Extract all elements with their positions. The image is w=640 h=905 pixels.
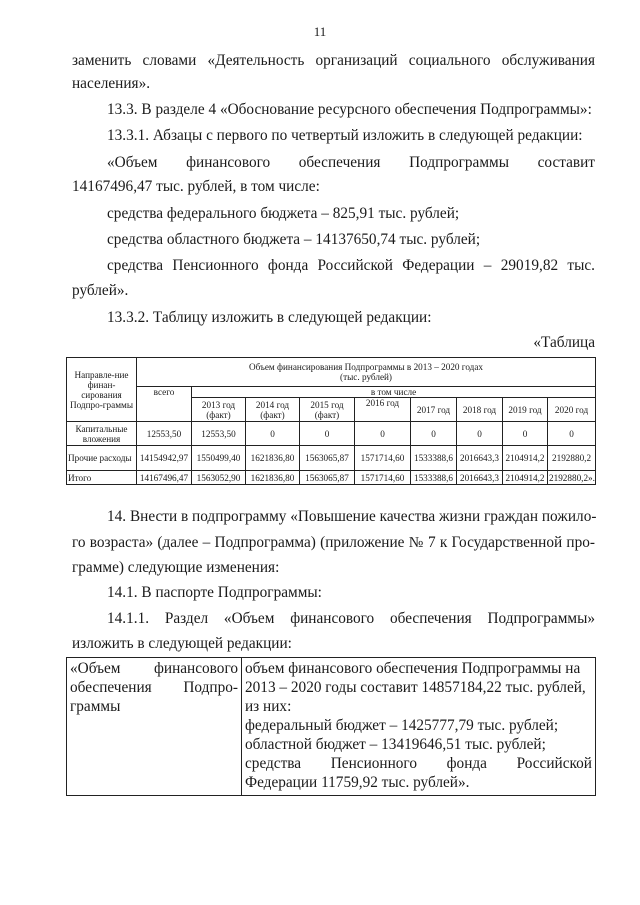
table-cell: 1571714,60 — [355, 446, 411, 471]
paragraph-line: населения». — [72, 75, 151, 92]
funding-table — [66, 357, 596, 485]
table-cell: 1563052,90 — [192, 471, 246, 485]
table-cell: 1563065,87 — [300, 446, 355, 471]
row-label: Капитальные вложения — [67, 422, 137, 446]
table-cell: 0 — [457, 422, 503, 446]
table-cell: 2192880,2». — [549, 472, 595, 483]
paragraph-line: 14.1. В паспорте Подпрограммы: — [107, 584, 322, 601]
table-cell: 0 — [355, 422, 411, 446]
paragraph-line: грамме) следующие изменения: — [72, 559, 280, 576]
paragraph-line: 14. Внести в подпрограмму «Повышение качества жизни граждан пожило- — [107, 508, 597, 525]
table-cell: 1621836,80 — [246, 446, 300, 471]
paragraph-line: средства Пенсионного фонда Российской Федерации – 29019,82 тыс. — [107, 257, 595, 274]
table-cell: 1533388,6 — [411, 446, 457, 471]
table-corner-header: Направле-ние финан-сирования Подпро-граммы — [67, 358, 137, 422]
table-cell: 0 — [300, 422, 355, 446]
table-cell: 12553,50 — [137, 422, 192, 446]
passport-section-value: объем финансового обеспечения Подпрограммы на 2013 – 2020 годы составит 14857184,22 тыс. рублей, из них: федеральный бюджет – 1425777,79 тыс. рублей; областной бюджет – 13419646,51 тыс. рублей; средства Пенсионного фонда Российской Федерации 11759,92 тыс. рублей». — [242, 658, 596, 796]
paragraph-line: 14167496,47 тыс. рублей, в том числе: — [72, 178, 320, 195]
paragraph-line: 14.1.1. Раздел «Объем финансового обеспечения Подпрограммы» — [107, 610, 595, 627]
table-header-year: 2020 год — [548, 398, 596, 422]
table-cell: 1550499,40 — [192, 446, 246, 471]
paragraph-line: средства областного бюджета – 14137650,74 тыс. рублей; — [107, 231, 481, 248]
table-header-year: 2013 год (факт) — [192, 398, 246, 422]
passport-section-label: «Объем финансового обеспечения Подпро- граммы — [67, 658, 242, 796]
paragraph-line: го возраста» (далее – Подпрограмма) (приложение № 7 к Государственной про- — [72, 534, 595, 551]
table-cell: 14167496,47 — [137, 471, 192, 485]
table-cell: 2104914,2 — [503, 471, 548, 485]
table-row — [67, 471, 596, 485]
table-header-year: 2016 год — [355, 398, 411, 422]
table-cell: 1533388,6 — [411, 471, 457, 485]
table-cell: 2016643,3 — [457, 446, 503, 471]
passport-table — [66, 657, 596, 796]
table-caption: «Таблица — [533, 334, 595, 351]
table-cell: 12553,50 — [192, 422, 246, 446]
row-label: Итого — [67, 471, 137, 485]
table-title: Объем финансирования Подпрограммы в 2013 – 2020 годах (тыс. рублей) — [137, 358, 596, 387]
table-cell: 2104914,2 — [503, 446, 548, 471]
page-number: 11 — [313, 24, 327, 39]
table-header-in-that: в том числе — [192, 387, 596, 398]
table-header-year: 2017 год — [411, 398, 457, 422]
table-cell: 2016643,3 — [457, 471, 503, 485]
table-cell: 1571714,60 — [355, 471, 411, 485]
paragraph-line: 13.3.1. Абзацы с первого по четвертый изложить в следующей редакции: — [107, 127, 583, 144]
paragraph-line: 13.3. В разделе 4 «Обоснование ресурсного обеспечения Подпрограммы»: — [107, 101, 592, 118]
table-cell: 0 — [548, 422, 596, 446]
table-row — [67, 422, 596, 446]
table-cell: 14154942,97 — [137, 446, 192, 471]
table-header-year: 2018 год — [457, 398, 503, 422]
table-cell: 0 — [503, 422, 548, 446]
table-cell: 0 — [411, 422, 457, 446]
table-row — [67, 446, 596, 471]
table-cell: 0 — [246, 422, 300, 446]
paragraph-line: рублей». — [72, 282, 129, 299]
paragraph-line: изложить в следующей редакции: — [72, 635, 292, 652]
table-cell: 1621836,80 — [246, 471, 300, 485]
table-header-total: всего — [137, 387, 192, 422]
row-label: Прочие расходы — [67, 446, 137, 471]
paragraph-line: «Объем финансового обеспечения Подпрограммы составит — [107, 154, 595, 171]
table-cell: 2192880,2 — [548, 446, 596, 471]
paragraph-line: 13.3.2. Таблицу изложить в следующей редакции: — [107, 309, 432, 326]
table-header-year: 2019 год — [503, 398, 548, 422]
table-header-year: 2014 год (факт) — [246, 398, 300, 422]
paragraph-line: средства федерального бюджета – 825,91 тыс. рублей; — [107, 205, 460, 222]
table-header-year: 2015 год (факт) — [300, 398, 355, 422]
paragraph-line: заменить словами «Деятельность организаций социального обслуживания — [72, 52, 595, 69]
table-cell: 1563065,87 — [300, 471, 355, 485]
